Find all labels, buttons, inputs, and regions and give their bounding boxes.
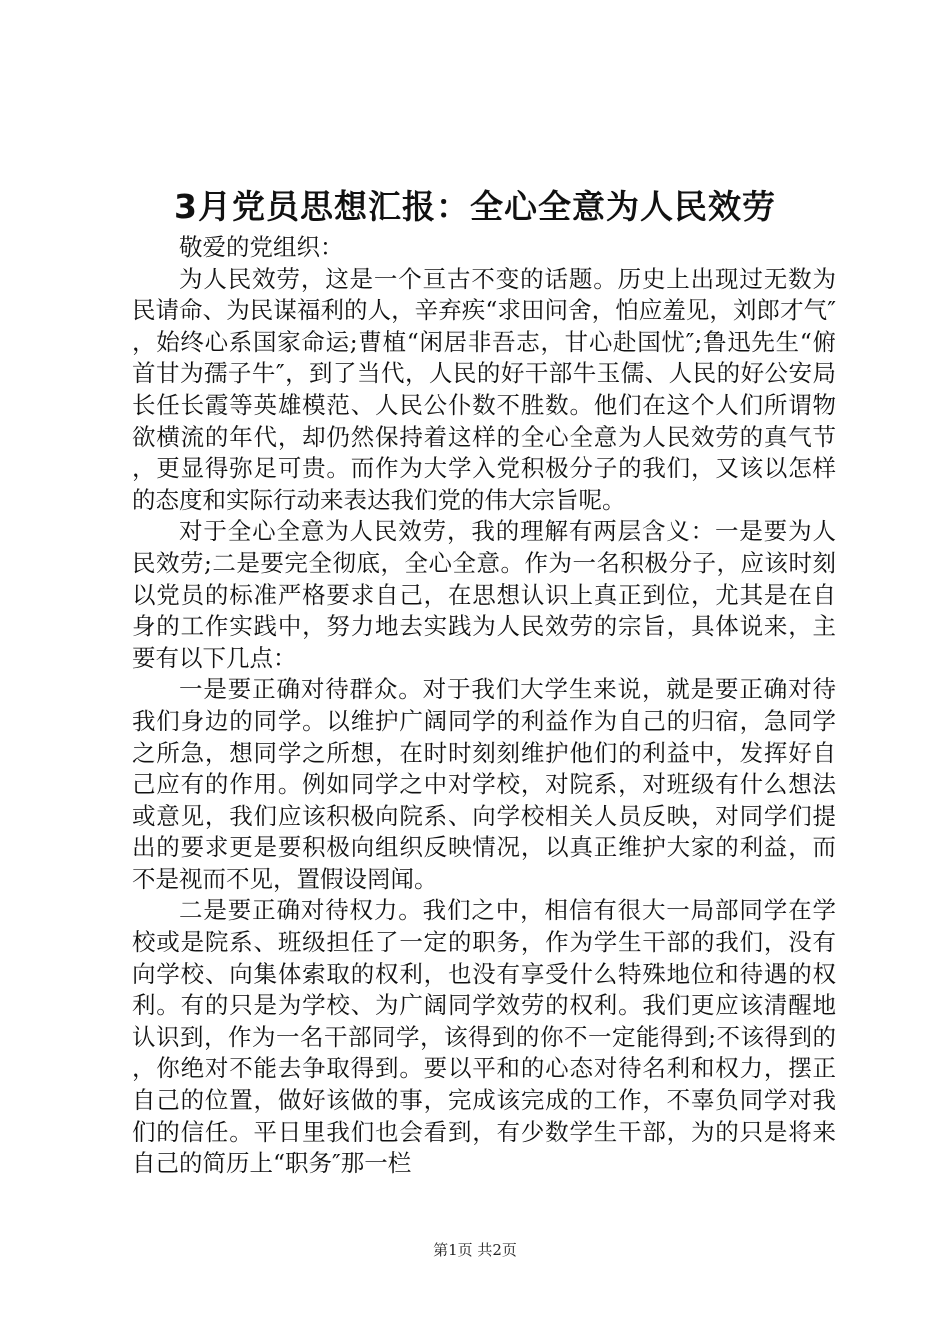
document-body [132,232,836,1180]
page-number-footer: 第1页 共2页 [433,1241,517,1259]
salutation: 敬爱的党组织： [179,233,344,261]
paragraph: 二是要正确对待权力。我们之中，相信有很大一局部同学在学校或是院系、班级担任了一定的职务，作为学生干部的我们，没有向学校、向集体索取的权利，也没有享受什么特殊地位和待遇的权利。有的只是为学校、为广阔同学效劳的权利。我们更应该清醒地认识到，作为一名干部同学，该得到的你不一定能得到;不该得到的，你绝对不能去争取得到。要以平和的心态对待名利和权力，摆正自己的位置，做好该做的事，完成该完成的工作，不辜负同学对我们的信任。平日里我们也会看到，有少数学生干部，为的只是将来自己的简历上“职务″那一栏 [132,896,836,1178]
paragraph: 一是要正确对待群众。对于我们大学生来说，就是要正确对待我们身边的同学。以维护广阔同学的利益作为自己的归宿，急同学之所急，想同学之所想，在时时刻刻维护他们的利益中，发挥好自己应有的作用。例如同学之中对学校，对院系，对班级有什么想法或意见，我们应该积极向院系、向学校相关人员反映，对同学们提出的要求更是要积极向组织反映情况，以真正维护大家的利益，而不是视而不见，置假设罔闻。 [132,675,836,893]
document-title: 3月党员思想汇报：全心全意为人民效劳 [174,187,776,226]
paragraph: 为人民效劳，这是一个亘古不变的话题。历史上出现过无数为民请命、为民谋福利的人，辛弃疾“求田问舍，怕应羞见，刘郎才气″，始终心系国家命运;曹植“闲居非吾志，甘心赴国忧″;鲁迅先生“俯首甘为孺子牛″，到了当代，人民的好干部牛玉儒、人民的好公安局长任长霞等英雄模范、人民公仆数不胜数。他们在这个人们所谓物欲横流的年代，却仍然保持着这样的全心全意为人民效劳的真气节，更显得弥足可贵。而作为大学入党积极分子的我们，又该以怎样的态度和实际行动来表达我们党的伟大宗旨呢。 [132,264,836,514]
paragraph: 对于全心全意为人民效劳，我的理解有两层含义：一是要为人民效劳;二是要完全彻底，全心全意。作为一名积极分子，应该时刻以党员的标准严格要求自己，在思想认识上真正到位，尤其是在自身的工作实践中，努力地去实践为人民效劳的宗旨，具体说来，主要有以下几点： [132,517,836,672]
